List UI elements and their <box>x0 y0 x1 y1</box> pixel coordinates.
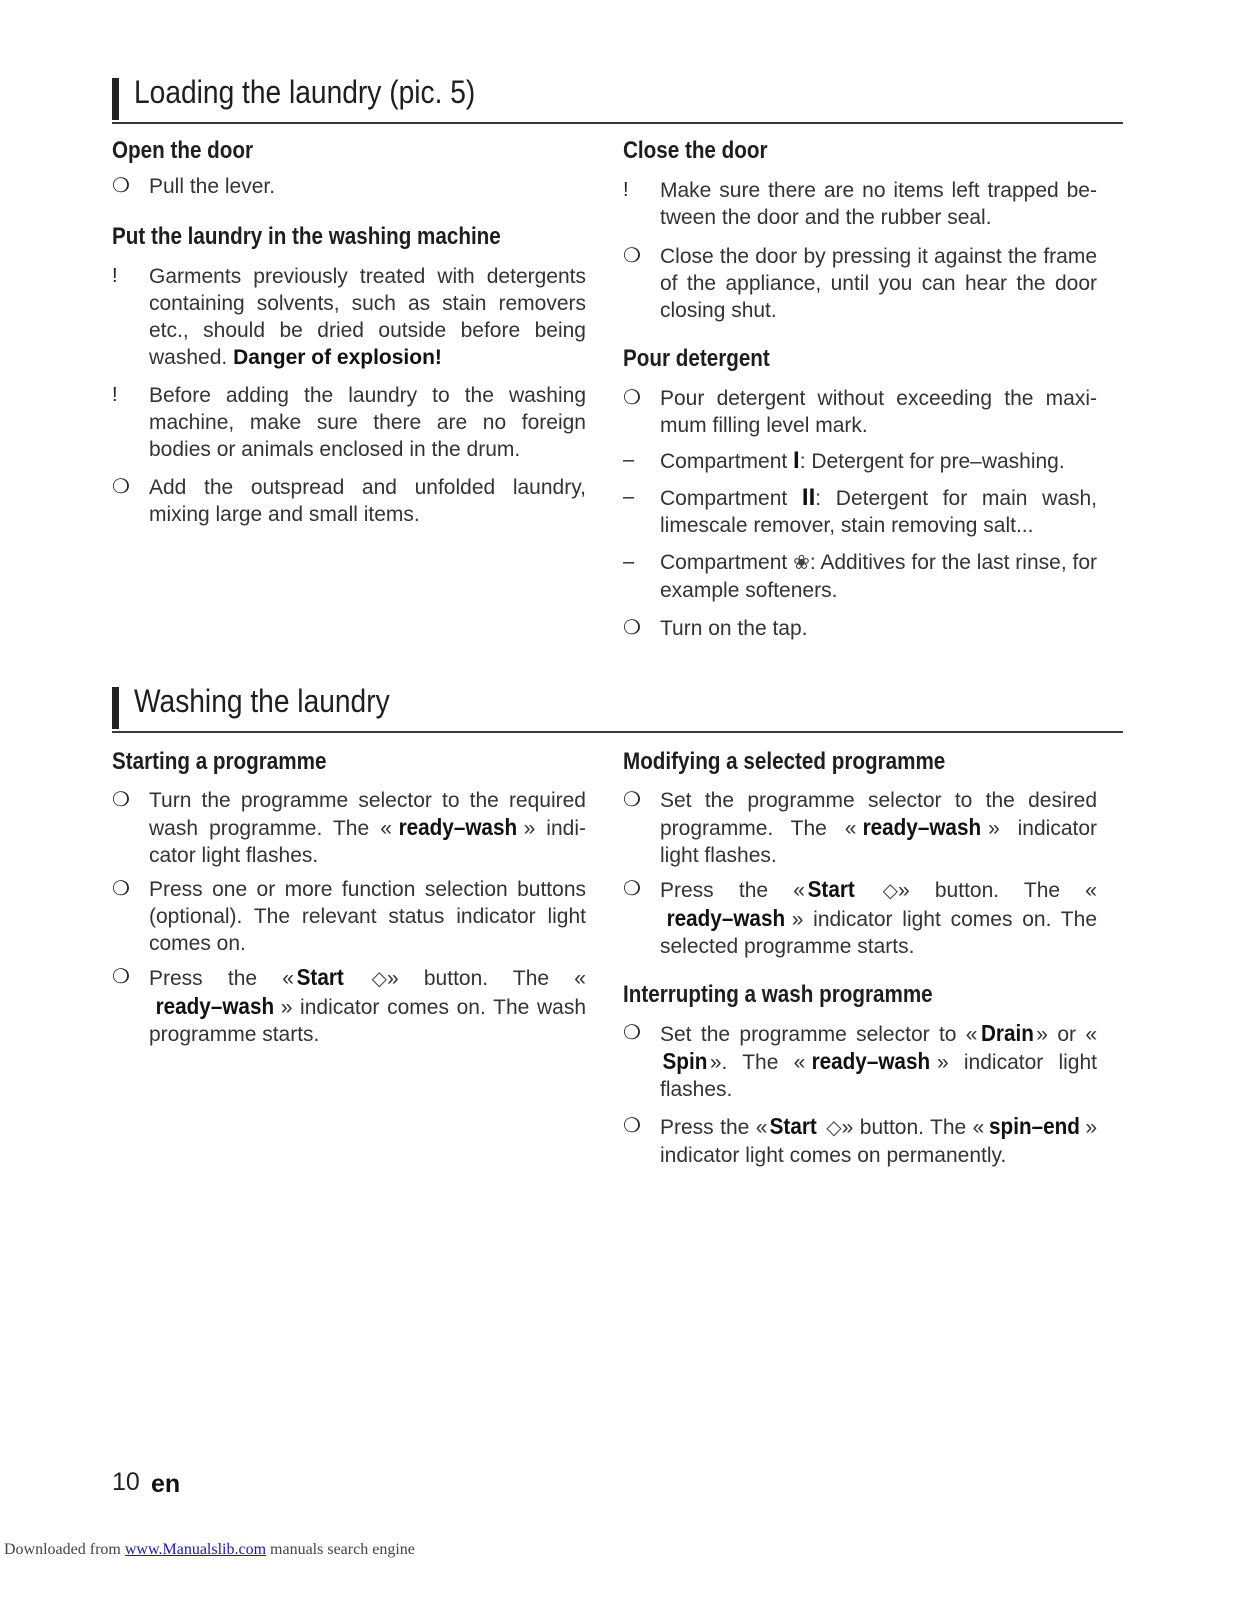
subheading-open-door: Open the door <box>112 137 254 164</box>
section-header-loading <box>112 72 1123 124</box>
manualslib-link[interactable]: www.Manualslib.com <box>124 1541 267 1558</box>
bullet-circle-icon: ❍ <box>112 175 130 197</box>
section-header-washing <box>112 681 1123 733</box>
warning-icon: ! <box>112 265 118 287</box>
list-item: ❍ Set the programme selector to « Drain » or «Spin ». The « ready–wash » indicator light flashes. <box>623 1020 1098 1101</box>
dash-marker: – <box>623 449 635 471</box>
bullet-circle-icon: ❍ <box>623 245 641 267</box>
list-item: ❍ Pour detergent without exceeding the maximum filling level mark. <box>623 387 1097 437</box>
bullet-circle-icon: ❍ <box>623 789 641 811</box>
list-item: ❍ Press the « Start ◇» button. The «ready–wash » indicator comes on. The wash programme starts. <box>112 964 586 1046</box>
bullet-circle-icon: ❍ <box>623 387 641 409</box>
page-number: 10 <box>112 1468 140 1496</box>
heading-bar <box>112 687 119 729</box>
subheading-pour-detergent: Pour detergent <box>623 345 770 372</box>
dash-marker: – <box>623 486 635 508</box>
list-item: ❍ Press one or more function selection buttons (optional). The relevant status indicator light comes on. <box>112 878 586 955</box>
loading-right-column <box>623 136 1097 642</box>
warning-item: ! Make sure there are no items left trapped between the door and the rubber seal. <box>623 179 1097 229</box>
heading-bar <box>112 78 119 120</box>
language-code: en <box>151 1470 181 1498</box>
section-title: Loading the laundry (pic. 5) <box>134 74 476 110</box>
loading-left-column <box>112 136 586 528</box>
list-item: ❍ Set the programme selector to the desired programme. The « ready–wash » indicator light flashes. <box>623 789 1097 867</box>
start-diamond-icon: ◇ <box>826 1117 842 1139</box>
bullet-circle-icon: ❍ <box>112 878 130 900</box>
download-note: Downloaded from www.Manualslib.com manuals search engine <box>4 1541 415 1558</box>
subheading-modifying-programme: Modifying a selected programme <box>623 748 946 775</box>
warning-item: ! Garments previously treated with detergents containing solvents, such as stain removers etc., should be dried outside before being washed. Danger of explosion! <box>112 265 586 369</box>
list-item: ❍ Pull the lever. <box>112 175 276 198</box>
dash-marker: – <box>623 551 635 573</box>
list-item: ❍ Press the « Start ◇» button. The «ready–wash » indicator light comes on. The selected programme starts. <box>623 876 1097 958</box>
warning-icon: ! <box>623 179 629 201</box>
washing-right-column <box>623 747 1097 1169</box>
washing-left-column <box>112 747 586 1048</box>
bullet-circle-icon: ❍ <box>112 966 130 988</box>
section-title: Washing the laundry <box>134 683 390 719</box>
list-item: ❍ Press the « Start ◇» button. The « spin–end » indicator light comes on permanently. <box>623 1113 1097 1167</box>
warning-icon: ! <box>112 384 118 406</box>
bullet-circle-icon: ❍ <box>623 1022 641 1044</box>
subheading-put-laundry: Put the laundry in the washing machine <box>112 223 501 250</box>
start-diamond-icon: ◇ <box>371 968 387 990</box>
list-item: ❍ Turn the programme selector to the required wash programme. The « ready–wash » indicator light flashes. <box>112 789 586 867</box>
compartment-item: – Compartment ❀: Additives for the last rinse, for example softeners. <box>623 551 1097 602</box>
warning-item: ! Before adding the laundry to the washing machine, make sure there are no foreign bodies or animals enclosed in the drum. <box>112 384 586 461</box>
list-item: ❍ Add the outspread and unfolded laundry, mixing large and small items. <box>112 476 586 526</box>
subheading-starting-programme: Starting a programme <box>112 748 327 775</box>
compartment-item: – Compartment I: Detergent for pre–washing. <box>623 447 1065 474</box>
bullet-circle-icon: ❍ <box>623 878 641 900</box>
subheading-interrupting-programme: Interrupting a wash programme <box>623 981 933 1008</box>
bullet-circle-icon: ❍ <box>112 789 130 811</box>
compartment-item: – Compartment II: Detergent for main wash, limescale remover, stain removing salt... <box>623 484 1098 537</box>
flower-softener-icon: ❀ <box>793 552 810 574</box>
list-item: ❍ Turn on the tap. <box>623 617 808 640</box>
start-diamond-icon: ◇ <box>882 880 898 902</box>
subheading-close-door: Close the door <box>623 137 768 164</box>
bullet-circle-icon: ❍ <box>112 476 130 498</box>
bullet-circle-icon: ❍ <box>623 617 641 639</box>
compartment-two-icon: II <box>801 484 816 511</box>
bullet-circle-icon: ❍ <box>623 1115 641 1137</box>
compartment-one-icon: I <box>793 447 800 474</box>
list-item: ❍ Close the door by pressing it against the frame of the appliance, until you can hear the door closing shut. <box>623 245 1097 322</box>
